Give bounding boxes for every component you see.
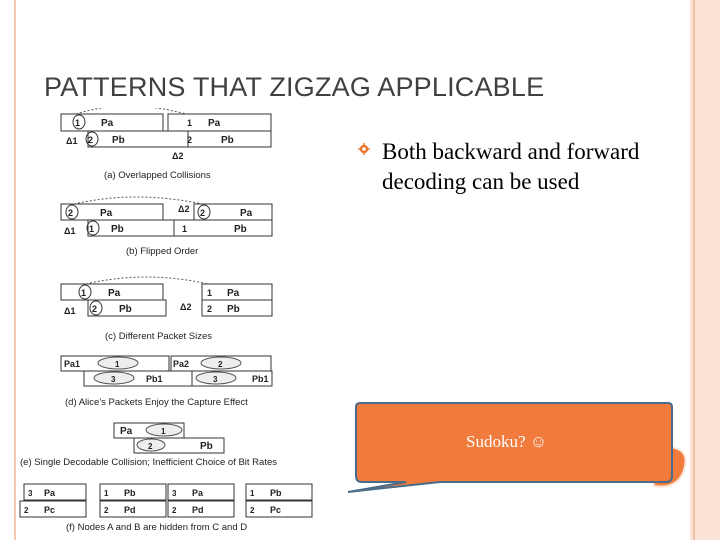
pattern-b-delta1: Δ1 (64, 226, 76, 236)
pattern-c-label-1b: 1 (207, 288, 213, 298)
pattern-e-label-2: 2 (148, 442, 153, 451)
pattern-c-label-pb: Pb (119, 304, 132, 315)
pattern-a-overlapped (61, 108, 271, 181)
pattern-c-label-pa-2: Pa (227, 288, 240, 299)
pattern-a-label-1b: 1 (187, 118, 193, 128)
pattern-b-label-1b: 1 (182, 224, 188, 234)
pattern-b-flipped (61, 197, 272, 257)
pattern-c-delta1: Δ1 (64, 306, 76, 316)
pattern-f-label-2: 2 (24, 506, 29, 515)
pattern-c-label-1: 1 (81, 288, 87, 298)
pattern-e-caption: (e) Single Decodable Collision; Inefficient Choice of Bit Rates (20, 457, 277, 468)
pattern-a-label-pa-2: Pa (208, 118, 221, 129)
bullet-point (360, 137, 680, 197)
pattern-b-delta2: Δ2 (178, 204, 190, 214)
pattern-d-label-pb1: Pb1 (146, 374, 163, 384)
pattern-a-label-pa: Pa (101, 118, 114, 129)
pattern-d-label-pa1: Pa1 (64, 359, 81, 369)
pattern-f-label-1b: 1 (250, 489, 255, 498)
pattern-e-label-pa: Pa (120, 426, 133, 437)
pattern-a-delta1: Δ1 (66, 136, 78, 146)
collision-patterns-figure (16, 108, 316, 538)
pattern-a-caption: (a) Overlapped Collisions (104, 170, 211, 181)
pattern-c-label-2b: 2 (207, 304, 213, 314)
pattern-f-label-pc: Pc (44, 505, 56, 515)
pattern-a-label-2: 2 (88, 135, 94, 145)
pattern-c-delta2: Δ2 (180, 302, 192, 312)
pattern-f-label-2b: 2 (172, 506, 177, 515)
pattern-f-label-pa: Pa (44, 488, 56, 498)
pattern-b-label-2: 2 (68, 208, 74, 218)
pattern-f-label-pb: Pb (124, 488, 136, 498)
pattern-c-label-pa: Pa (108, 288, 121, 299)
pattern-f-label-pa-2: Pa (192, 488, 204, 498)
pattern-f-caption: (f) Nodes A and B are hidden from C and D (66, 522, 248, 533)
bullet-text: Both backward and forward decoding can be used (382, 139, 640, 194)
pattern-b-label-pb-2: Pb (234, 224, 247, 235)
pattern-d-label-3: 3 (111, 375, 116, 384)
sun-gear-icon (358, 143, 370, 155)
pattern-c-sizes (61, 277, 272, 342)
pattern-d-label-3b: 3 (213, 375, 218, 384)
pattern-e-single (20, 423, 277, 468)
pattern-d-capture (61, 356, 272, 408)
pattern-c-caption: (c) Different Packet Sizes (105, 331, 213, 342)
pattern-e-label-1: 1 (161, 427, 166, 436)
pattern-b-caption: (b) Flipped Order (126, 246, 199, 257)
pattern-d-caption: (d) Alice's Packets Enjoy the Capture Effect (65, 397, 248, 408)
pattern-f-label-2c: 2 (250, 506, 255, 515)
pattern-a-delta2: Δ2 (172, 151, 184, 161)
pattern-f-label-1: 1 (104, 489, 109, 498)
speech-callout (320, 398, 720, 540)
pattern-c-label-2: 2 (92, 304, 98, 314)
pattern-c-label-pb-2: Pb (227, 304, 240, 315)
callout-text: Sudoku? ☺ (466, 432, 548, 451)
pattern-b-label-pa-2: Pa (240, 208, 253, 219)
pattern-d-label-pb1-2: Pb1 (252, 374, 269, 384)
pattern-b-label-pa: Pa (100, 208, 113, 219)
slide-title: PATTERNS THAT ZIGZAG APPLICABLE (44, 72, 545, 102)
pattern-d-label-1: 1 (115, 360, 120, 369)
pattern-b-label-2b: 2 (200, 208, 206, 218)
pattern-a-label-pb-2: Pb (221, 135, 234, 146)
pattern-d-label-pa2: Pa2 (173, 359, 190, 369)
pattern-b-label-pb: Pb (111, 224, 124, 235)
pattern-f-label-3b: 3 (172, 489, 177, 498)
pattern-f-label-pb-2: Pb (270, 488, 282, 498)
pattern-f-label-3: 3 (28, 489, 33, 498)
pattern-f-label-4: 2 (104, 506, 109, 515)
pattern-f-label-pd-2: Pd (192, 505, 204, 515)
pattern-e-label-pb: Pb (200, 441, 213, 452)
pattern-f-label-pd: Pd (124, 505, 136, 515)
pattern-d-label-2: 2 (218, 360, 223, 369)
pattern-f-label-pc-2: Pc (270, 505, 282, 515)
pattern-a-label-1: 1 (75, 118, 81, 128)
pattern-a-label-pb: Pb (112, 135, 125, 146)
pattern-a-label-2b: 2 (187, 135, 193, 145)
pattern-f-hidden (20, 484, 312, 533)
pattern-b-label-1: 1 (89, 224, 95, 234)
